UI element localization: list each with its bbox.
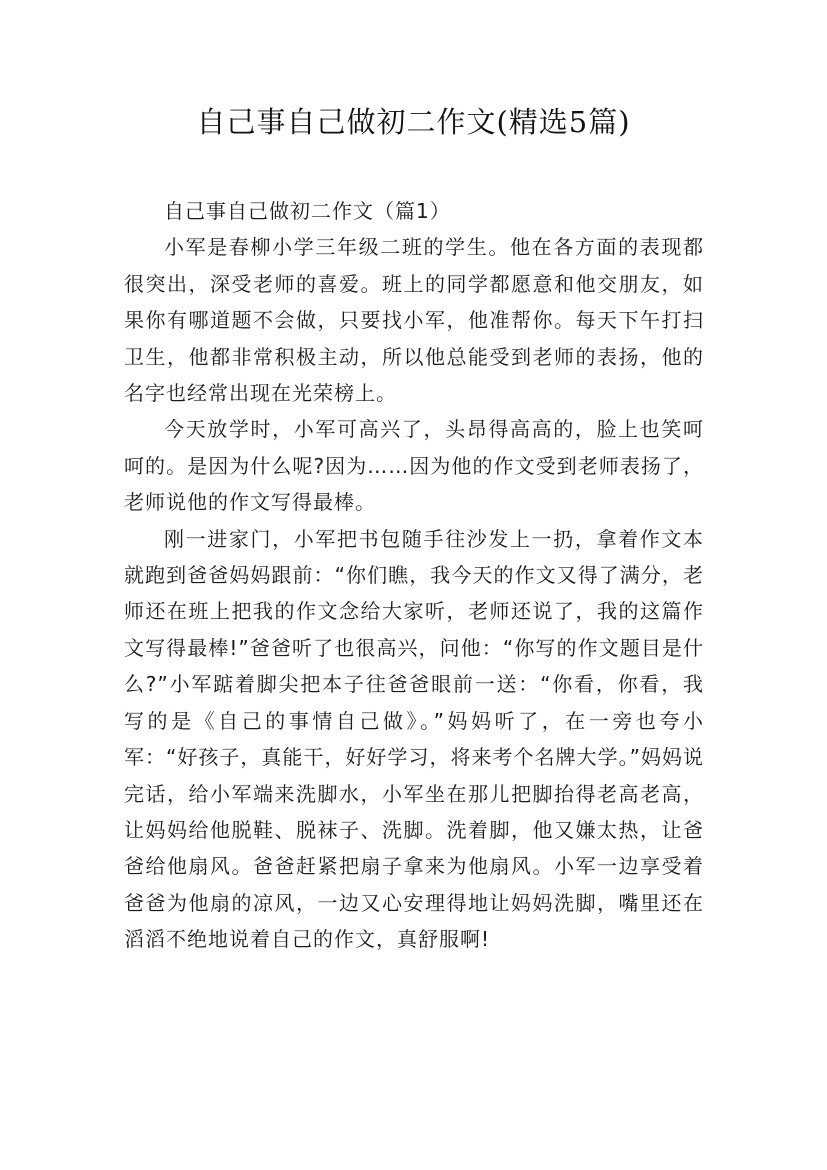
document-title: 自己事自己做初二作文(精选5篇): [196, 105, 631, 139]
document-body: [124, 193, 704, 958]
paragraph-3: 刚一进家门，小军把书包随手往沙发上一扔，拿着作文本就跑到爸爸妈妈跟前：“你们瞧，我今天的作文又得了满分，老师还在班上把我的作文念给大家听，老师还说了，我的这篇作文写得最棒!”爸爸听了也很高兴，问他：“你写的作文题目是什么?”小军踮着脚尖把本子往爸爸眼前一送：“你看，你看，我写的是《自己的事情自己做》。”妈妈听了，在一旁也夸小军：“好孩子，真能干，好好学习，将来考个名牌大学。”妈妈说完话，给小军端来洗脚水，小军坐在那儿把脚抬得老高老高，让妈妈给他脱鞋、脱袜子、洗脚。洗着脚，他又嫌太热，让爸爸给他扇风。爸爸赶紧把扇子拿来为他扇风。小军一边享受着爸爸为他扇的凉风，一边又心安理得地让妈妈洗脚，嘴里还在滔滔不绝地说着自己的作文，真舒服啊!: [124, 526, 704, 952]
paragraph-2: 今天放学时，小军可高兴了，头昂得高高的，脸上也笑呵呵的。是因为什么呢?因为……因为他的作文受到老师表扬了，老师说他的作文写得最棒。: [124, 417, 704, 515]
section-heading: 自己事自己做初二作文（篇1）: [164, 199, 451, 223]
paragraph-1: 小军是春柳小学三年级二班的学生。他在各方面的表现都很突出，深受老师的喜爱。班上的同学都愿意和他交朋友，如果你有哪道题不会做，只要找小军，他准帮你。每天下午打扫卫生，他都非常积极主动，所以他总能受到老师的表扬，他的名字也经常出现在光荣榜上。: [124, 235, 704, 406]
